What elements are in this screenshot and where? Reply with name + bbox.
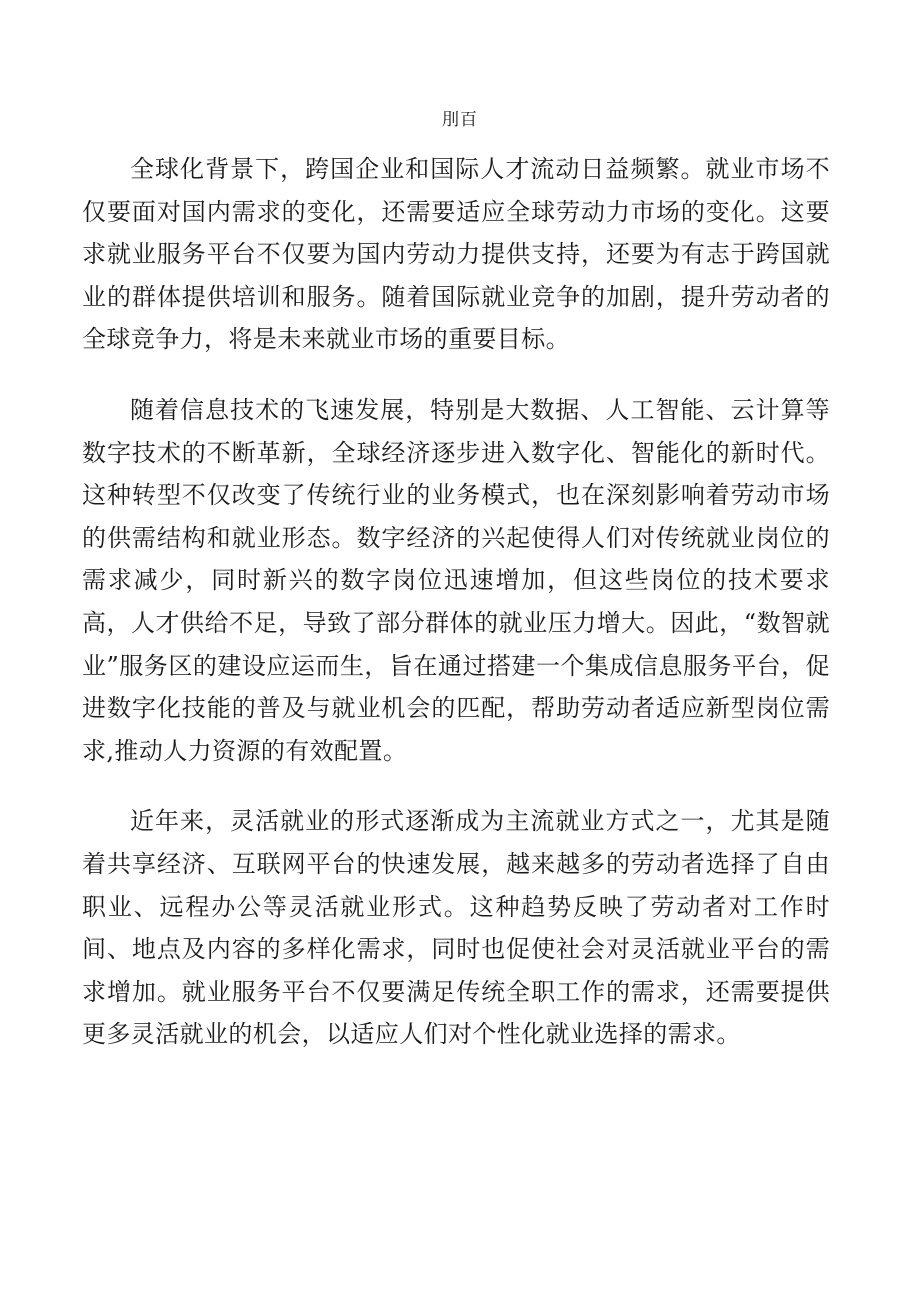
paragraph-globalization: 全球化背景下，跨国企业和国际人才流动日益频繁。就业市场不仅要面对国内需求的变化，还需要适应全球劳动力市场的变化。这要求就业服务平台不仅要为国内劳动力提供支持，还要为有志于跨国就业的群体提供培训和服务。随着国际就业竞争的加剧，提升劳动者的全球竞争力，将是未来就业市场的重要目标。 (82, 155, 830, 354)
document-body (82, 148, 830, 1056)
page-heading: 刖百 (442, 110, 478, 130)
paragraph-flexible-employment: 近年来，灵活就业的形式逐渐成为主流就业方式之一，尤其是随着共享经济、互联网平台的快速发展，越来越多的劳动者选择了自由职业、远程办公等灵活就业形式。这种趋势反映了劳动者对工作时间、地点及内容的多样化需求，同时也促使社会对灵活就业平台的需求增加。就业服务平台不仅要满足传统全职工作的需求，还需要提供更多灵活就业的机会，以适应人们对个性化就业选择的需求。 (82, 807, 830, 1049)
paragraph-digital-transformation: 随着信息技术的飞速发展，特别是大数据、人工智能、云计算等数字技术的不断革新，全球经济逐步进入数字化、智能化的新时代。这种转型不仅改变了传统行业的业务模式，也在深刻影响着劳动市场的供需结构和就业形态。数字经济的兴起使得人们对传统就业岗位的需求减少，同时新兴的数字岗位迅速增加，但这些岗位的技术要求高，人才供给不足，导致了部分群体的就业压力增大。因此，“数智就业”服务区的建设应运而生，旨在通过搭建一个集成信息服务平台，促进数字化技能的普及与就业机会的匹配，帮助劳动者适应新型岗位需求,推动人力资源的有效配置。 (82, 395, 830, 765)
